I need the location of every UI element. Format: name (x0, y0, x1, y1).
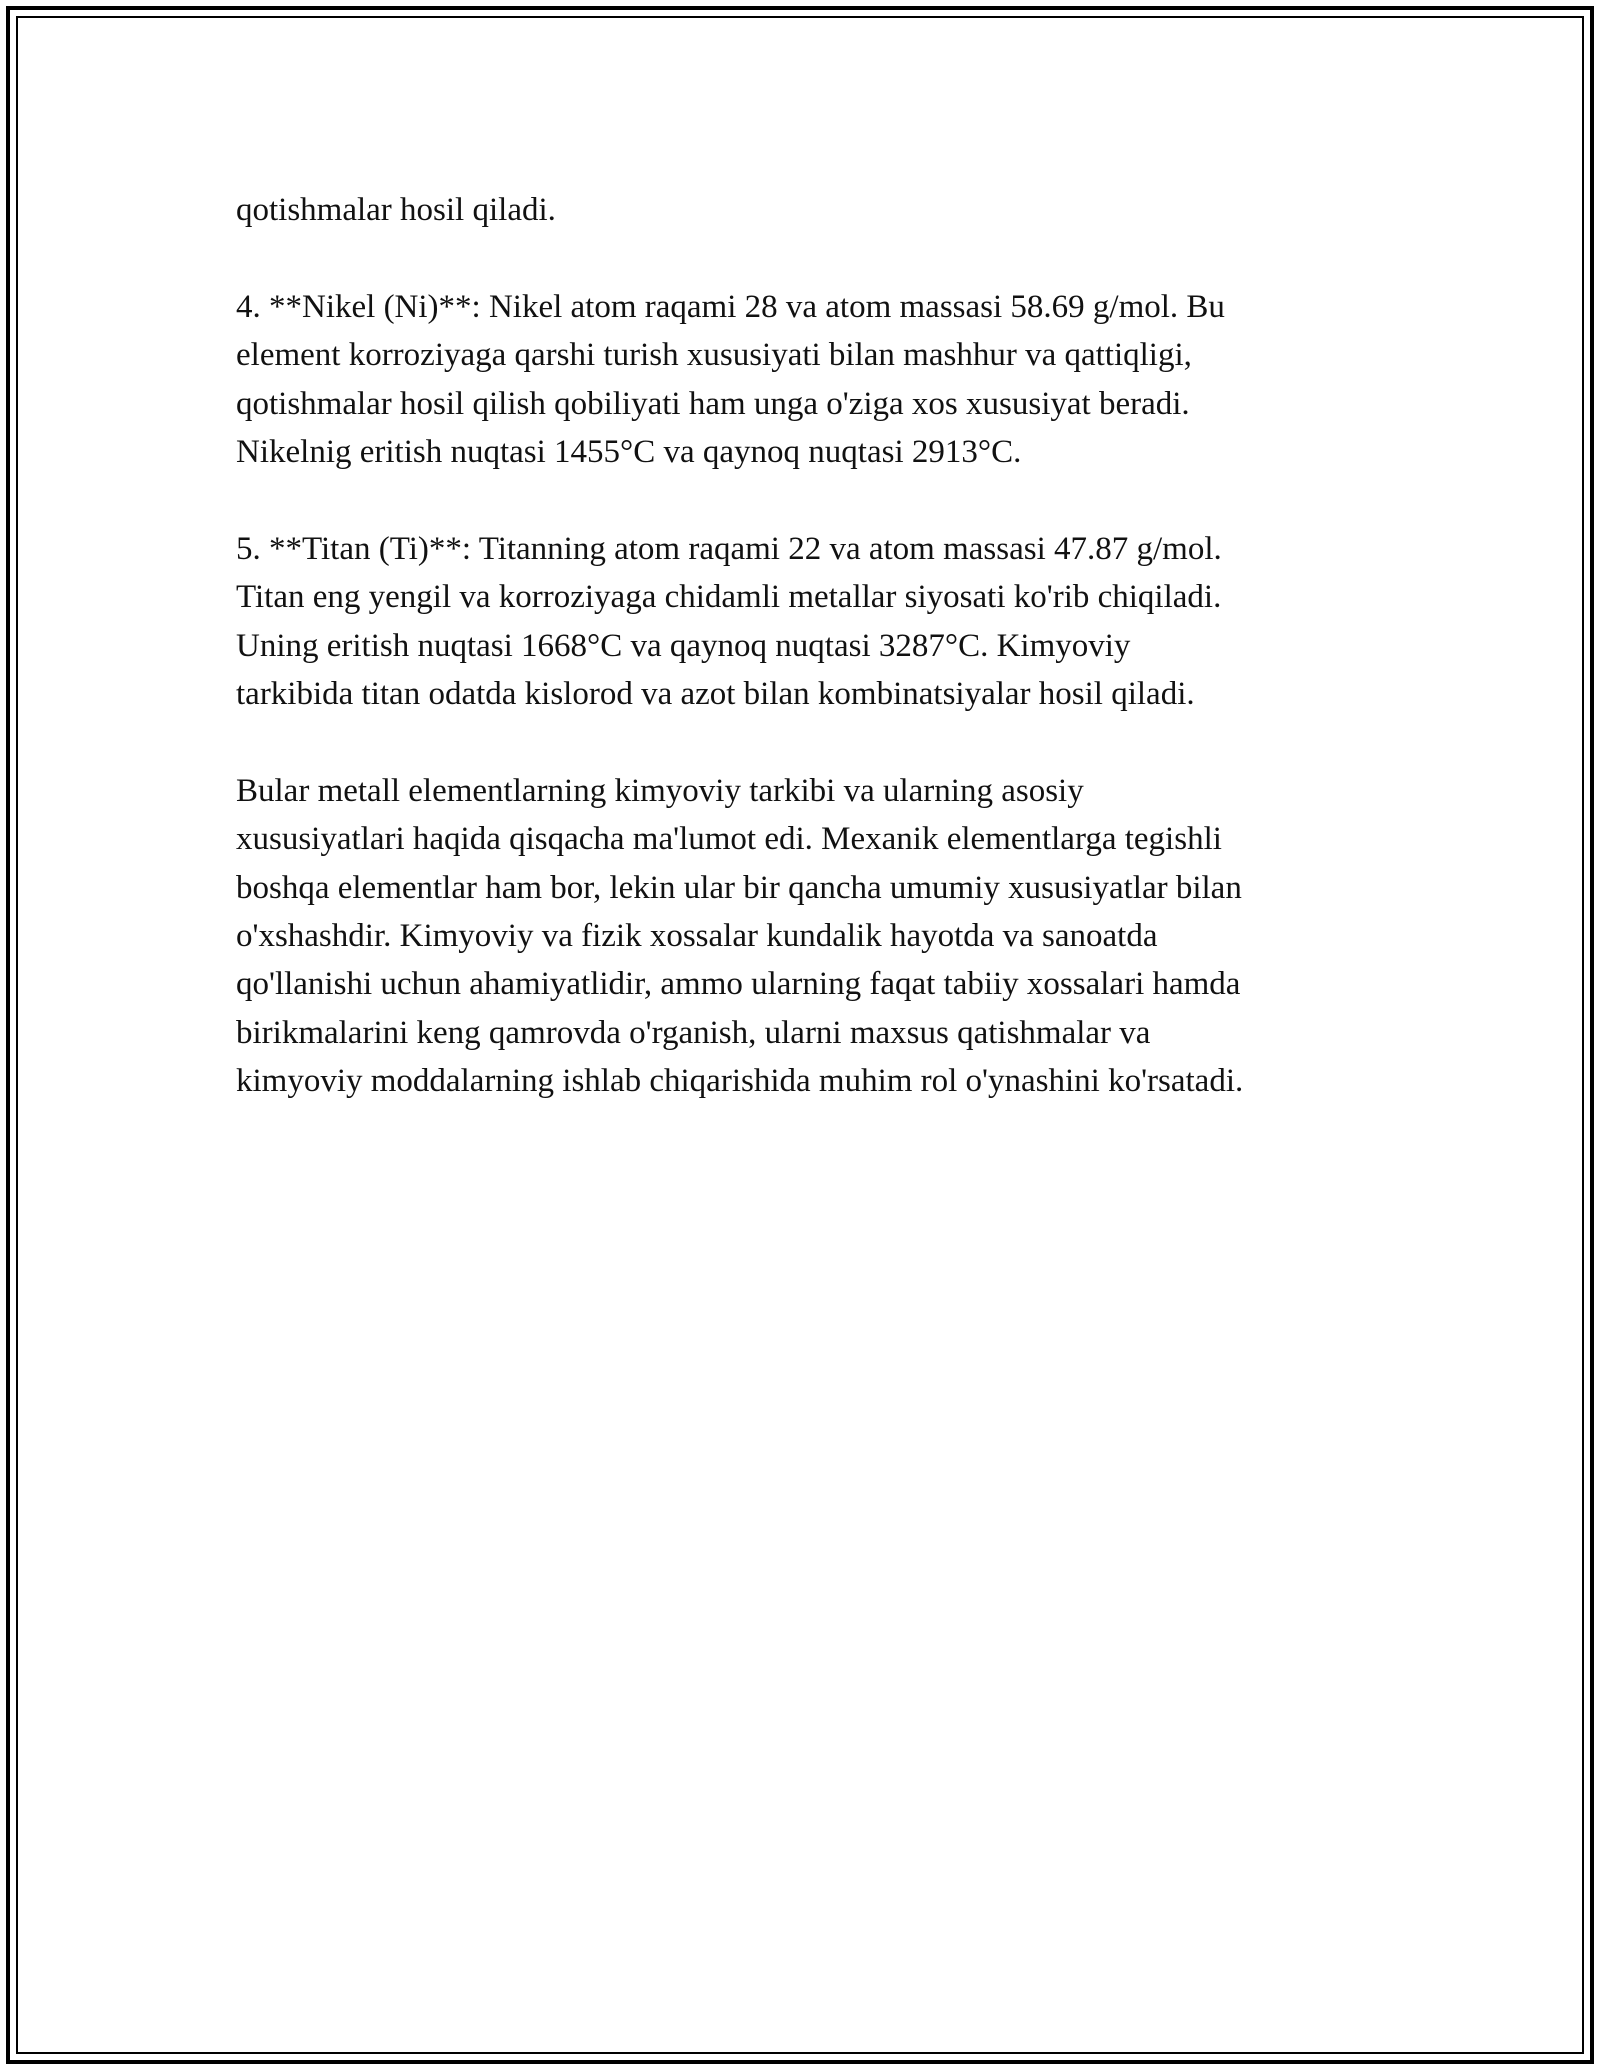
paragraph-continuation: qotishmalar hosil qiladi. (236, 192, 556, 228)
page-body (236, 186, 1366, 1154)
paragraph-nikel: 4. **Nikel (Ni)**: Nikel atom raqami 28 va atom massasi 58.69 g/mol. Bu element korroziyaga qarshi turish xususiyati bilan mashhur va qattiqligi, qotishmalar hosil qilish qobiliyati ham unga o'ziga xos xususiyat beradi. Nikelnig eritish nuqtasi 1455°C va qaynoq nuqtasi 2913°C. (236, 288, 1225, 471)
paragraph-titan: 5. **Titan (Ti)**: Titanning atom raqami 22 va atom massasi 47.87 g/mol. Titan eng yengil va korroziyaga chidamli metallar siyosati ko'rib chiqiladi. Uning eritish nuqtasi 1668°C va qaynoq nuqtasi 3287°C. Kimyoviy tarkibida titan odatda kislorod va azot bilan kombinatsiyalar hosil qiladi. (236, 530, 1222, 713)
paragraph-summary: Bular metall elementlarning kimyoviy tarkibi va ularning asosiy xususiyatlari haqida qisqacha ma'lumot edi. Mexanik elementlarga tegishli boshqa elementlar ham bor, lekin ular bir qancha umumiy xususiyatlar bilan o'xshashdir. Kimyoviy va fizik xossalar kundalik hayotda va sanoatda qo'llanishi uchun ahamiyatlidir, ammo ularning faqat tabiiy xossalari hamda birikmalarini keng qamrovda o'rganish, ularni maxsus qatishmalar va kimyoviy moddalarning ishlab chiqarishida muhim rol o'ynashini ko'rsatadi. (236, 772, 1244, 1100)
